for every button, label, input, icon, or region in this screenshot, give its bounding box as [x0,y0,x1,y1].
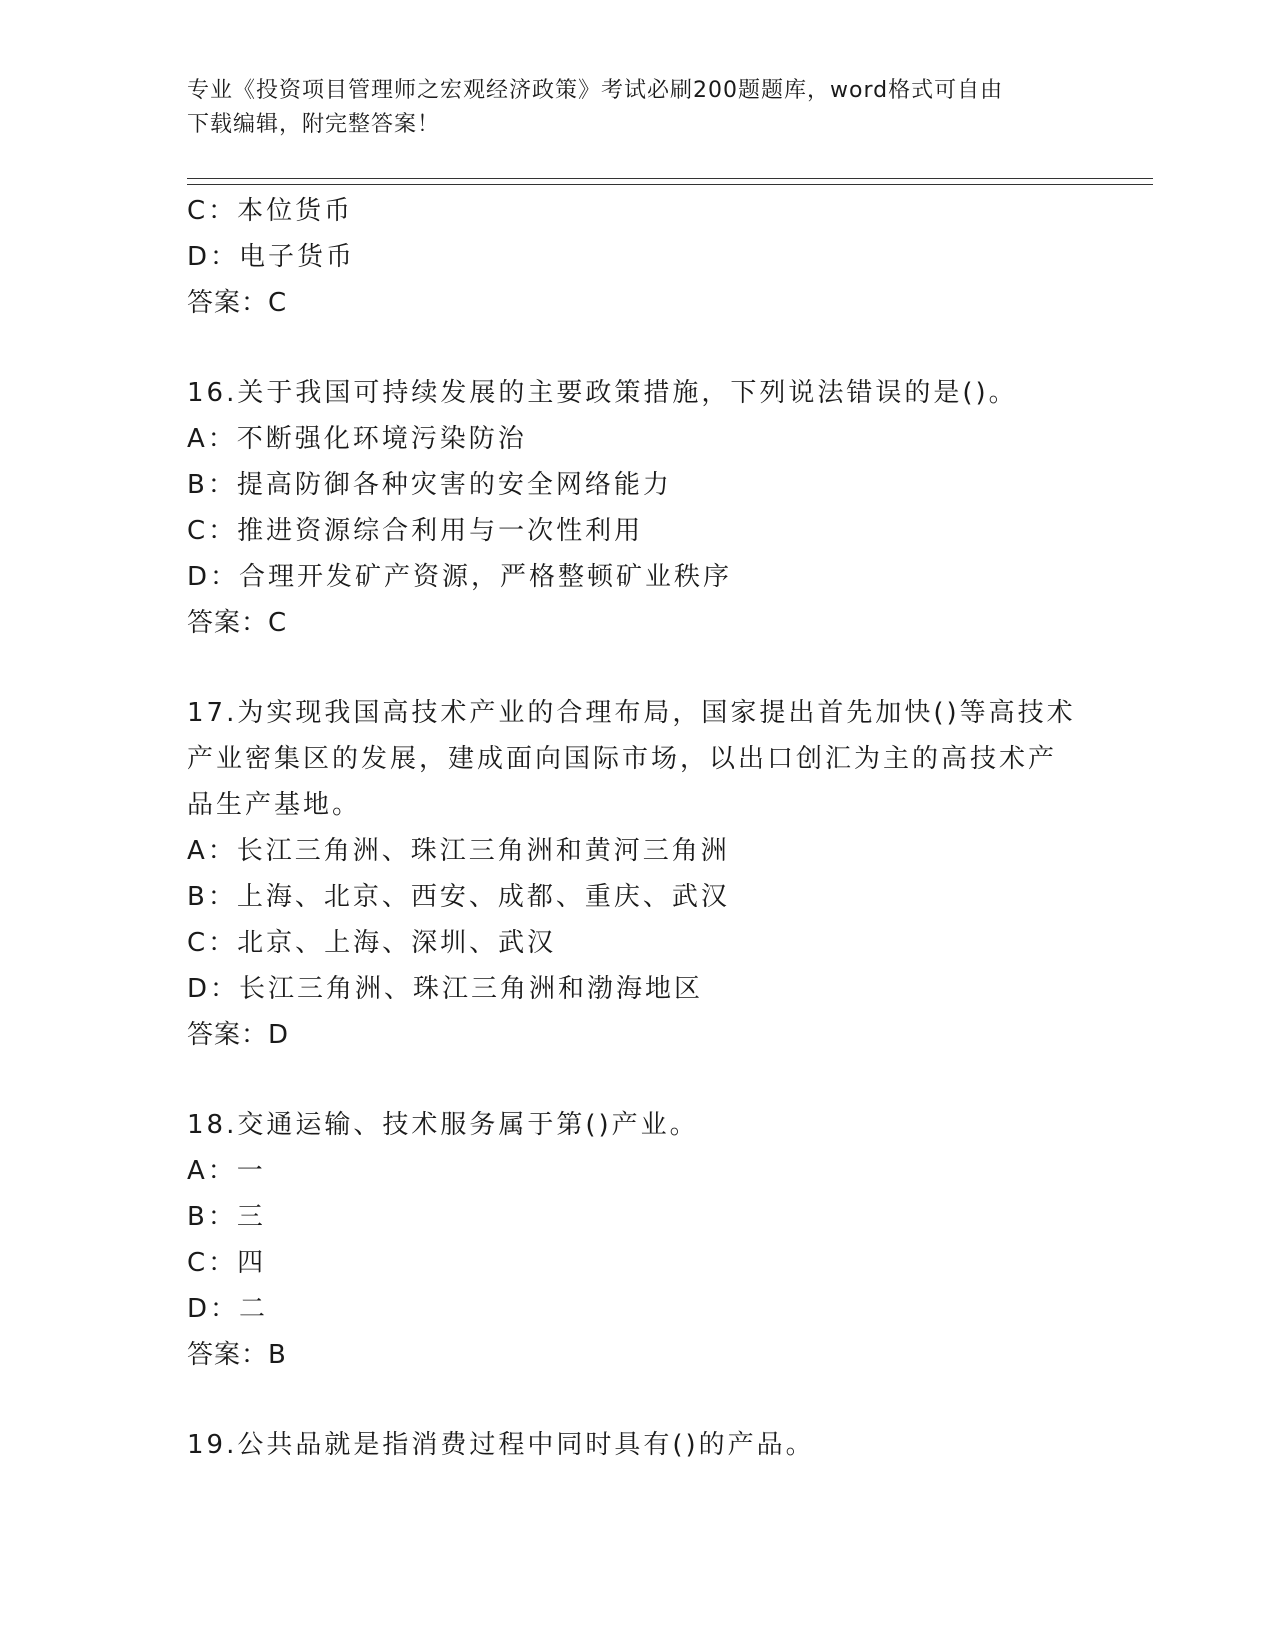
option-d: D：电子货币 [187,242,356,272]
previous-question-tail [187,188,1087,326]
answer: 答案：C [187,288,288,318]
option-c: C：推进资源综合利用与一次性利用 [187,516,644,546]
option-b: B：提高防御各种灾害的安全网络能力 [187,470,672,500]
question-18 [187,1102,1087,1378]
question-text: 18.交通运输、技术服务属于第()产业。 [187,1110,699,1140]
option-d: D：二 [187,1294,269,1324]
header-line-2: 下载编辑，附完整答案！ [187,112,441,137]
answer: 答案：D [187,1020,290,1050]
question-text: 19.公共品就是指消费过程中同时具有()的产品。 [187,1430,815,1460]
option-d: D：合理开发矿产资源，严格整顿矿业秩序 [187,562,733,592]
question-text-line-3: 品生产基地。 [187,790,362,820]
option-c: C：四 [187,1248,267,1278]
answer: 答案：C [187,608,288,638]
question-text-line-1: 17.为实现我国高技术产业的合理布局，国家提出首先加快()等高技术 [187,698,1076,728]
header-divider-bottom [187,184,1153,185]
option-b: B：三 [187,1202,266,1232]
header-divider-top [187,178,1153,179]
question-19 [187,1422,1087,1468]
question-17 [187,690,1087,1058]
option-c: C：北京、上海、深圳、武汉 [187,928,557,958]
question-content [187,188,1087,1468]
document-header [187,74,1067,142]
header-line-1: 专业《投资项目管理师之宏观经济政策》考试必刷200题题库，word格式可自由 [187,78,1004,103]
question-16 [187,370,1087,646]
option-a: A：不断强化环境污染防治 [187,424,527,454]
answer: 答案：B [187,1340,287,1370]
question-text-line-2: 产业密集区的发展，建成面向国际市场，以出口创汇为主的高技术产 [187,744,1058,774]
option-a: A：长江三角洲、珠江三角洲和黄河三角洲 [187,836,730,866]
option-d: D：长江三角洲、珠江三角洲和渤海地区 [187,974,704,1004]
option-a: A：一 [187,1156,266,1186]
option-c: C：本位货币 [187,196,354,226]
option-b: B：上海、北京、西安、成都、重庆、武汉 [187,882,730,912]
question-text: 16.关于我国可持续发展的主要政策措施，下列说法错误的是()。 [187,378,1018,408]
